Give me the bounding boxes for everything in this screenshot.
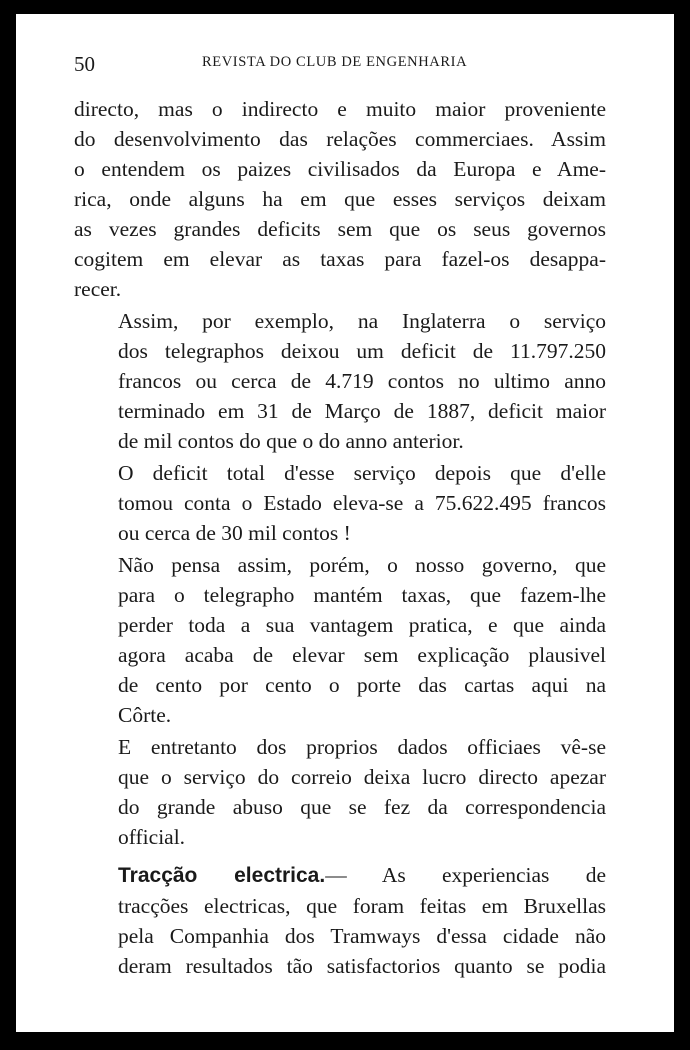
paragraph-3 bbox=[74, 458, 606, 548]
paragraph-5 bbox=[74, 732, 606, 852]
section-first-line bbox=[74, 860, 606, 891]
text-line: de cento por cento o porte das cartas aqui na bbox=[118, 673, 606, 697]
text-line: E entretanto dos proprios dados officiaes vê-se bbox=[118, 735, 606, 759]
text-line: rica, onde alguns ha em que esses serviços deixam bbox=[74, 187, 606, 211]
page-header bbox=[74, 50, 624, 76]
text-line: ou cerca de 30 mil contos ! bbox=[118, 521, 351, 545]
text-line: o entendem os paizes civilisados da Europa e Ame- bbox=[74, 157, 606, 181]
text-line: pela Companhia dos Tramways d'essa cidade não bbox=[118, 924, 606, 948]
text-line: que o serviço do correio deixa lucro directo apezar bbox=[118, 765, 606, 789]
text-line: de mil contos do que o do anno anterior. bbox=[118, 429, 464, 453]
book-page bbox=[16, 14, 674, 1032]
text-line: tracções electricas, que foram feitas em Bruxellas bbox=[118, 894, 606, 918]
text-line: francos ou cerca de 4.719 contos no ultimo anno bbox=[118, 369, 606, 393]
text-line: perder toda a sua vantagem pratica, e que ainda bbox=[118, 613, 606, 637]
text-line: terminado em 31 de Março de 1887, deficit maior bbox=[118, 399, 606, 423]
text-line: para o telegrapho mantém taxas, que fazem-lhe bbox=[118, 583, 606, 607]
text-line: cogitem em elevar as taxas para fazel-os desappa- bbox=[74, 247, 606, 271]
text-line: recer. bbox=[74, 277, 122, 301]
paragraph-2 bbox=[74, 306, 606, 456]
text-line: agora acaba de elevar sem explicação plausivel bbox=[118, 643, 606, 667]
running-title: REVISTA DO CLUB DE ENGENHARIA bbox=[202, 54, 468, 70]
text-line: Côrte. bbox=[118, 703, 172, 727]
text-line: as vezes grandes deficits sem que os seus governos bbox=[74, 217, 606, 241]
text-line: directo, mas o indirecto e muito maior proveniente bbox=[74, 97, 606, 121]
text-line: tomou conta o Estado eleva-se a 75.622.495 francos bbox=[118, 491, 606, 515]
section-line-text: As experiencias de bbox=[381, 863, 606, 887]
section-dash: — bbox=[325, 863, 382, 887]
section-heading: Tracção electrica. bbox=[118, 864, 326, 887]
text-line: O deficit total d'esse serviço depois que d'elle bbox=[118, 461, 606, 485]
text-line: do desenvolvimento das relações commerciaes. Assim bbox=[74, 127, 606, 151]
text-line: dos telegraphos deixou um deficit de 11.797.250 bbox=[118, 339, 606, 363]
section-tracção-electrica bbox=[74, 860, 606, 981]
text-line: official. bbox=[118, 825, 186, 849]
paragraph-4 bbox=[74, 550, 606, 730]
body-text bbox=[74, 94, 606, 983]
text-line: deram resultados tão satisfactorios quanto se podia bbox=[118, 954, 606, 978]
paragraph-1 bbox=[74, 94, 606, 304]
page-number: 50 bbox=[74, 52, 95, 76]
text-line: Assim, por exemplo, na Inglaterra o serviço bbox=[118, 309, 606, 333]
text-line: do grande abuso que se fez da correspondencia bbox=[118, 795, 606, 819]
text-line: Não pensa assim, porém, o nosso governo, que bbox=[118, 553, 606, 577]
